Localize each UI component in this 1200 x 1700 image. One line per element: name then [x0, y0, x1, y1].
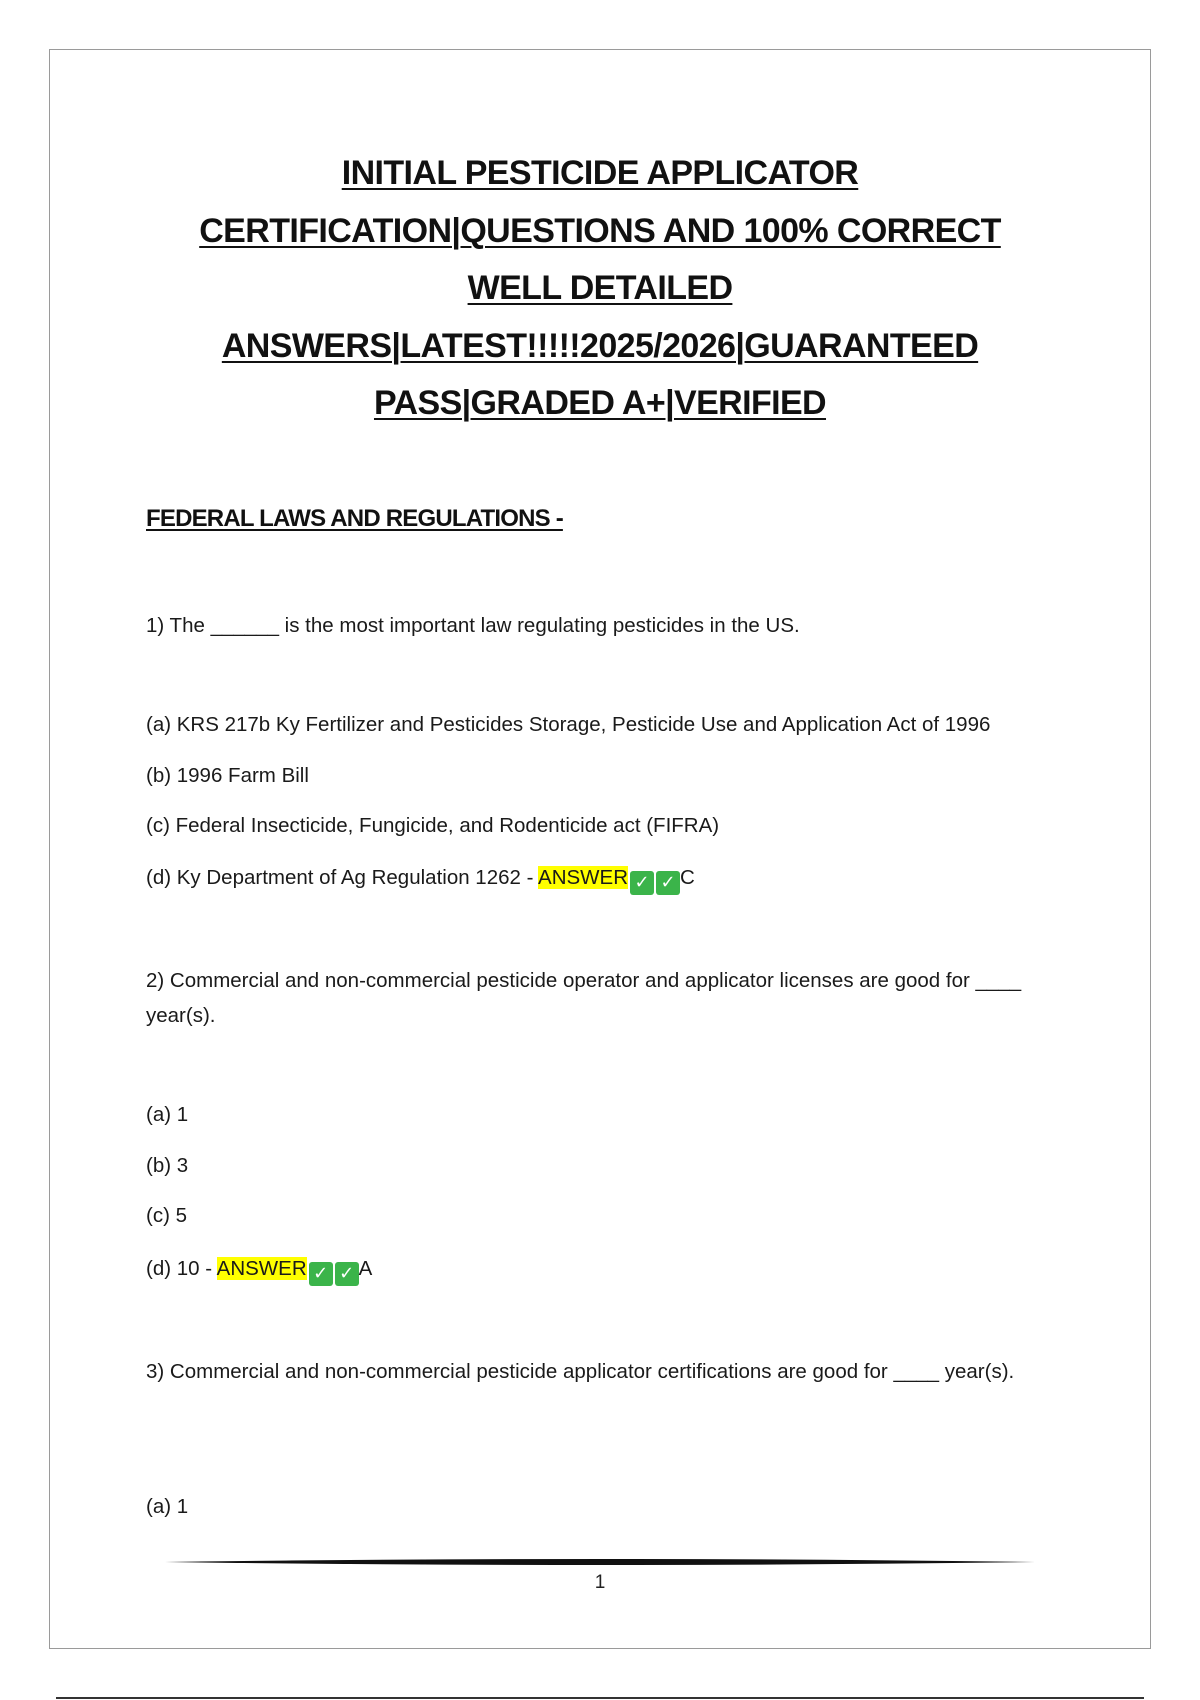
- title-line-5: PASS|GRADED A+|VERIFIED: [373, 384, 827, 422]
- question-2-answer: A: [358, 1257, 373, 1280]
- question-2-option-d-text: (d) 10 -: [146, 1257, 217, 1280]
- question-2-option-d: [146, 1254, 372, 1286]
- answer-highlight: ANSWER: [538, 866, 628, 889]
- title-line-1: INITIAL PESTICIDE APPLICATOR: [341, 154, 859, 192]
- question-1-option-b: (b) 1996 Farm Bill: [146, 764, 309, 787]
- page-number: 1: [594, 1572, 606, 1593]
- question-2-option-a: (a) 1: [146, 1103, 189, 1126]
- document-title: [120, 145, 1080, 433]
- question-3-prompt: 3) Commercial and non-commercial pesticide applicator certifications are good for ____ year(s).: [146, 1360, 1015, 1383]
- check-icon: ✓: [630, 871, 654, 895]
- question-2-option-b: (b) 3: [146, 1154, 189, 1177]
- question-2-prompt: 2) Commercial and non-commercial pesticide operator and applicator licenses are good for ____ year(s).: [146, 969, 1022, 1027]
- title-line-3: WELL DETAILED: [467, 269, 733, 307]
- footer-rule: [165, 1558, 1035, 1566]
- title-line-2: CERTIFICATION|QUESTIONS AND 100% CORRECT: [199, 211, 1001, 250]
- section-heading: FEDERAL LAWS AND REGULATIONS -: [146, 505, 563, 532]
- check-icon: ✓: [335, 1262, 359, 1286]
- question-1-option-a: (a) KRS 217b Ky Fertilizer and Pesticides Storage, Pesticide Use and Application Act of 1996: [146, 713, 991, 736]
- next-page-edge: [56, 1697, 1144, 1699]
- question-1-option-c: (c) Federal Insecticide, Fungicide, and Rodenticide act (FIFRA): [146, 814, 720, 837]
- title-line-4: ANSWERS|LATEST!!!!!2025/2026|GUARANTEED: [221, 326, 979, 365]
- check-icon: ✓: [656, 871, 680, 895]
- question-1-option-d-text: (d) Ky Department of Ag Regulation 1262 -: [146, 866, 539, 889]
- question-3-option-a: (a) 1: [146, 1495, 189, 1518]
- check-icon: ✓: [309, 1262, 333, 1286]
- answer-highlight: ANSWER: [216, 1257, 307, 1280]
- question-1-answer: C: [680, 866, 695, 889]
- question-1-prompt: 1) The ______ is the most important law regulating pesticides in the US.: [146, 614, 800, 637]
- question-1-option-d: [146, 863, 695, 895]
- question-2-option-c: (c) 5: [146, 1204, 187, 1227]
